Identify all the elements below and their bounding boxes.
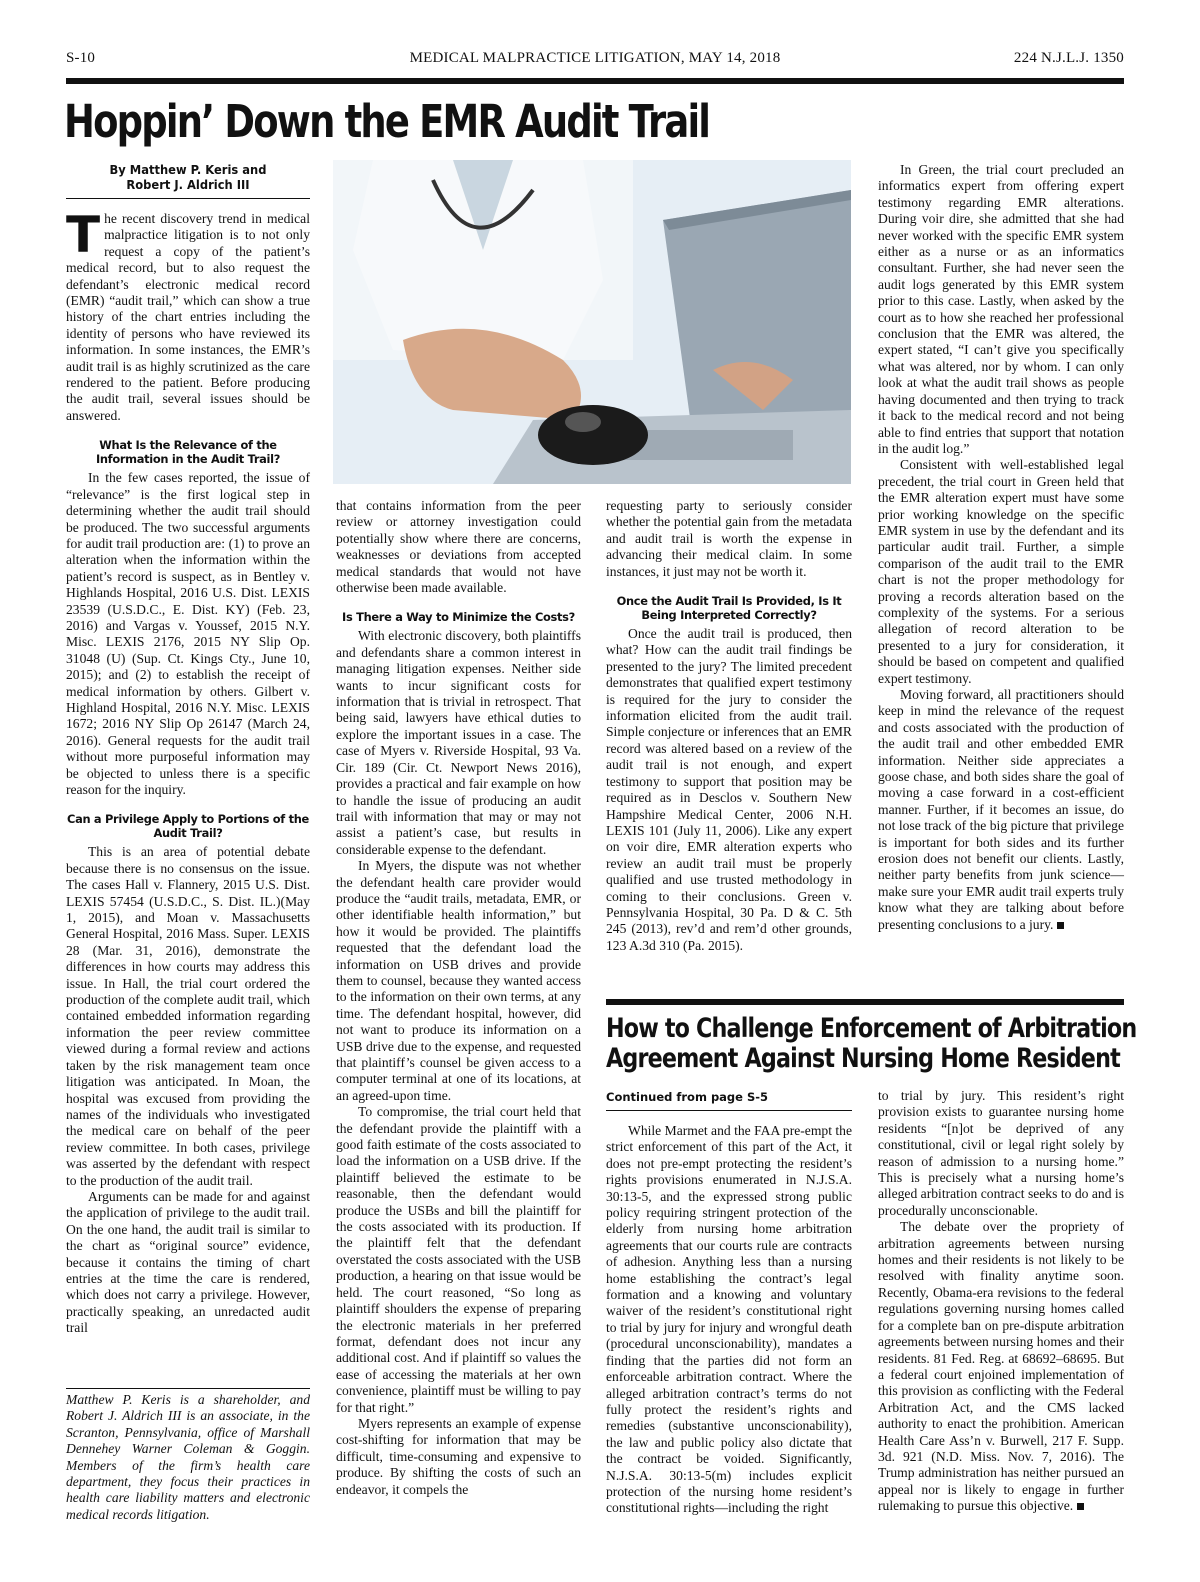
doctor-laptop-photo	[333, 160, 851, 484]
paragraph: With electronic discovery, both plaintiffs and defendants share a common interest in managing litigation expenses. Neither side wants to incur significant costs for information that is trivial in retrospect. That being said, lawyers have ethical duties to explore the important issues in a case. The case of Myers v. Riverside Hospital, 93 Va. Cir. 189 (Cir. Ct. Newport News 2016), provides a practical and fair example on how to handle the issue of producing an audit trail with information that may or may not assist a patient’s case, but results in considerable expense to the defendant.	[336, 628, 581, 857]
paragraph: requesting party to seriously consider whether the potential gain from the metadata and audit trail is worth the expense in advancing their medical claim. In some instances, it just may not be worth it.	[606, 498, 852, 579]
column-3	[606, 498, 852, 954]
article2-column-4	[878, 1088, 1124, 1515]
column-2	[336, 498, 581, 1498]
column-4	[878, 162, 1124, 933]
drop-cap: T	[66, 206, 101, 264]
paragraph: The debate over the propriety of arbitration agreements between nursing homes and their residents is not likely to be resolved with finality anytime soon. Recently, Obama-era revisions to the federal regulations governing nursing homes called for a complete ban on pre-dispute arbitration agreements between nursing homes and their residents. 81 Fed. Reg. at 68692–68695. But a federal court enjoined implementation of this provision as conflicting with the Federal Arbitration Act, and the CMS lacked authority to enact the prohibition. American Health Care Ass’n v. Burwell, 217 F. Supp. 3d. 921 (N.D. Miss. Nov. 7, 2016). The Trump administration has neither pursued an appeal nor is likely to engage in further rulemaking to pursue this objective.	[878, 1219, 1124, 1514]
publication-line: MEDICAL MALPRACTICE LITIGATION, MAY 14, 2018	[409, 50, 781, 66]
paragraph: Moving forward, all practitioners should keep in mind the relevance of the request and costs associated with the production of the audit trail and other embedded EMR information. Neither side appreciates a goose chase, and both sides share the goal of moving a case forward in a cost-efficient manner. Further, if it becomes an issue, do not lose track of the big picture that privilege is important for both sides and its further erosion does not benefit our clients. Lastly, neither party benefits from junk science—make sure your EMR audit trail experts truly know what they are talking about before presenting conclusions to a jury.	[878, 687, 1124, 932]
header-rule	[66, 78, 1124, 84]
page-number: S-10	[66, 50, 96, 66]
paragraph: While Marmet and the FAA pre-empt the strict enforcement of this part of the Act, it does not pre-empt protecting the resident’s rights provisions enumerated in N.J.S.A. 30:13-5, and the expressed strong public policy requiring stringent protection of the elderly from nursing home arbitration agreements that our courts rule are contracts of adhesion. Anything less than a nursing home establishing the contract’s legal formation and a knowing and voluntary waiver of the resident’s constitutional right to trial by jury for injury and wrongful death (procedural unconscionability), mandates a finding that the parties did not form an enforceable arbitration contract. Where the alleged arbitration contract’s terms do not fully protect the resident’s rights and remedies (substantive unconscionability), the law and public policy also dictate that the contract be voided. Significantly, N.J.S.A. 30:13-5(m) includes explicit protection of the nursing home resident’s constitutional rights—including the right	[606, 1123, 852, 1516]
subhead-privilege: Can a Privilege Apply to Portions of the Audit Trail?	[67, 812, 309, 841]
author-bio: Matthew P. Keris is a shareholder, and Robert J. Aldrich III is an associate, in the Scranton, Pennsylvania, office of Marshall Dennehey Warner Coleman & Goggin. Members of the firm’s health care department, they focus their practices in health care liability matters and electronic medical records litigation.	[66, 1392, 310, 1522]
subhead-costs: Is There a Way to Minimize the Costs?	[342, 610, 575, 625]
article2-title: How to Challenge Enforcement of Arbitration Agreement Against Nursing Home Resident	[606, 1013, 1137, 1074]
paragraph: In the few cases reported, the issue of “relevance” is the first logical step in determining whether the audit trail should be produced. The two successful arguments for audit trail production are: (1) to prove an alteration when the information within the patient’s record is suspect, as in Bentley v. Highlands Hospital, 2016 U.S. Dist. LEXIS 23539 (U.S.D.C., E. Dist. KY) (Feb. 23, 2016) and Vargas v. Youssef, 2015 N.Y. Misc. LEXIS 2176, 2015 NY Slip Op. 31048 (U) (Sup. Ct. Kings Cty., June 10, 2015); and (2) to establish the receipt of medical information by others. Gilbert v. Highland Hospital, 2016 N.Y. Misc. LEXIS 1672; 2016 NY Slip Op 26147 (March 24, 2016). General requests for the audit trail without more purposeful information may be objected to unless there is a specific reason for the inquiry.	[66, 470, 310, 797]
end-mark-icon	[1057, 922, 1064, 929]
bio-rule	[66, 1388, 310, 1389]
paragraph: that contains information from the peer review or attorney investigation could potentially show where there are concerns, weaknesses or deviations from accepted medical standards that would not have otherwise been made available.	[336, 498, 581, 596]
paragraph: In Myers, the dispute was not whether the defendant health care provider would produce the “audit trails, metadata, EMR, or other identifiable health information,” but how it would be provided. The plaintiffs requested that the defendant load the information on USB drives and provide them to counsel, because they wanted access to the information on their own terms, at any time. The defendant hospital, however, did not want to produce its information on a USB drive due to the expense, and requested that plaintiff’s counsel be given access to a computer terminal at one of its locations, at an agreed-upon time.	[336, 858, 581, 1103]
paragraph: Consistent with well-established legal precedent, the trial court in Green held that the EMR alteration expert must have some prior working knowledge on the specific EMR system in use by the defendant and its particular audit trail. Further, a simple comparison of the audit trail to the EMR chart is not the proper methodology for proving a records alteration based on the complexity of the systems. For a serious allegation of record alteration to be presented to a jury for consideration, it should be based on competent and qualified expert testimony.	[878, 457, 1124, 686]
paragraph: Once the audit trail is produced, then what? How can the audit trail findings be presented to the jury? The limited precedent demonstrates that qualified expert testimony is required for the jury to consider the information elicited from the audit trail. Simple conjecture or inferences that an EMR record was altered based on a review of the audit trail is not enough, and expert testimony to support that position may be required as in Desclos v. Southern New Hampshire Medical Center, 2006 N.H. LEXIS 101 (July 11, 2006). Like any expert on voir dire, EMR alteration experts who review an audit trail must be properly qualified and use trusted methodology in coming to their conclusions. Green v. Pennsylvania Hospital, 30 Pa. D & C. 5th 245 (2013), rev’d and rem’d other grounds, 123 A.3d 310 (Pa. 2015).	[606, 626, 852, 953]
article-title: Hoppin’ Down the EMR Audit Trail	[64, 95, 710, 148]
paragraph: to trial by jury. This resident’s right provision exists to guarantee nursing home residents “[n]ot be deprived of any constitutional, civil or legal right solely by reason of admission to a nursing home.” This is precisely what a nursing home’s alleged arbitration contract seeks to do and is procedurally unconscionable.	[878, 1088, 1124, 1218]
paragraph: This is an area of potential debate because there is no consensus on the issue. The cases Hall v. Flannery, 2015 U.S. Dist. LEXIS 57454 (U.S.D.C., S. Dist. IL.)(May 1, 2015), and Moan v. Massachusetts General Hospital, 2016 Mass. Super. LEXIS 28 (Mar. 31, 2016), demonstrate the differences in how courts may address this issue. In Hall, the trial court ordered the production of the complete audit trail, which contained embedded information regarding information the peer review committee viewed during a formal review and actions taken by the risk management team once litigation was anticipated. In Moan, the hospital was excused from providing the names of the individuals who investigated the medical care on behalf of the peer review committee. In both cases, privilege was asserted by the defendant with respect to the production of the audit trail.	[66, 844, 310, 1188]
subhead-interpreted: Once the Audit Trail Is Provided, Is It Being Interpreted Correctly?	[616, 594, 842, 623]
paragraph: Myers represents an example of expense cost-shifting for information that may be difficult, time-consuming and expensive to produce. By shifting the costs of such an endeavor, it compels the	[336, 1415, 581, 1497]
paragraph: In Green, the trial court precluded an informatics expert from offering expert testimony regarding EMR alterations. During voir dire, she admitted that she had never worked with the specific EMR system either as a nurse or as an informatics consultant. Further, she had never seen the audit logs generated by this EMR system prior to this case. Lastly, when asked by the court as to how she reached her professional conclusion that the EMR was altered, the expert stated, “I can’t give you specifically what was altered, nor by whom. I can only look at what the audit trail shows as people having documented and then trying to track it back to the medical record and not being able to find entries that support that notation in the audit log.”	[878, 162, 1124, 456]
article2-column-3	[606, 1090, 852, 1517]
column-1	[66, 162, 310, 1337]
subhead-relevance: What Is the Relevance of the Information in the Audit Trail?	[95, 438, 281, 467]
page-header	[66, 48, 1124, 70]
continued-note: Continued from page S-5	[606, 1090, 769, 1104]
paragraph: Arguments can be made for and against the application of privilege to the audit trail. On the one hand, the audit trail is similar to the chart as “original source” evidence, because it contains the timing of chart entries at the time the care is rendered, which does not carry a privilege. However, practically speaking, an unredacted audit trail	[66, 1188, 310, 1336]
article2-rule	[606, 999, 1124, 1005]
end-mark-icon	[1077, 1503, 1084, 1510]
citation: 224 N.J.L.J. 1350	[1013, 50, 1124, 66]
continued-rule	[606, 1110, 852, 1111]
photo-illustration	[333, 160, 851, 484]
paragraph: To compromise, the trial court held that the defendant provide the plaintiff with a good faith estimate of the costs associated to load the information on a USB drive. If the plaintiff believed the estimate to be reasonable, then the defendant would produce the USBs and bill the plaintiff for the costs associated with its production. If the plaintiff felt that the defendant overstated the costs associated with the USB production, a hearing on that issue would be held. The court reasoned, “So long as plaintiff shoulders the expense of preparing the electronic materials in her preferred format, defendant does not incur any additional cost. And if plaintiff so values the ease of accessing the materials at her own convenience, plaintiff must be willing to pay for that right.”	[336, 1104, 581, 1415]
byline: By Matthew P. Keris and Robert J. Aldrich III	[109, 162, 267, 192]
intro-paragraph: The recent discovery trend in medical malpractice litigation is to not only request a copy of the patient’s medical record, but to also request the defendant’s electronic medical record (EMR) “audit trail,” which can show a true history of the chart entries including the identity of persons who have reviewed its information. In some instances, the EMR’s audit trail is as highly scrutinized as the care rendered to the patient. Before producing the audit trail, several issues should be answered.	[66, 206, 310, 423]
byline-rule	[66, 198, 310, 199]
